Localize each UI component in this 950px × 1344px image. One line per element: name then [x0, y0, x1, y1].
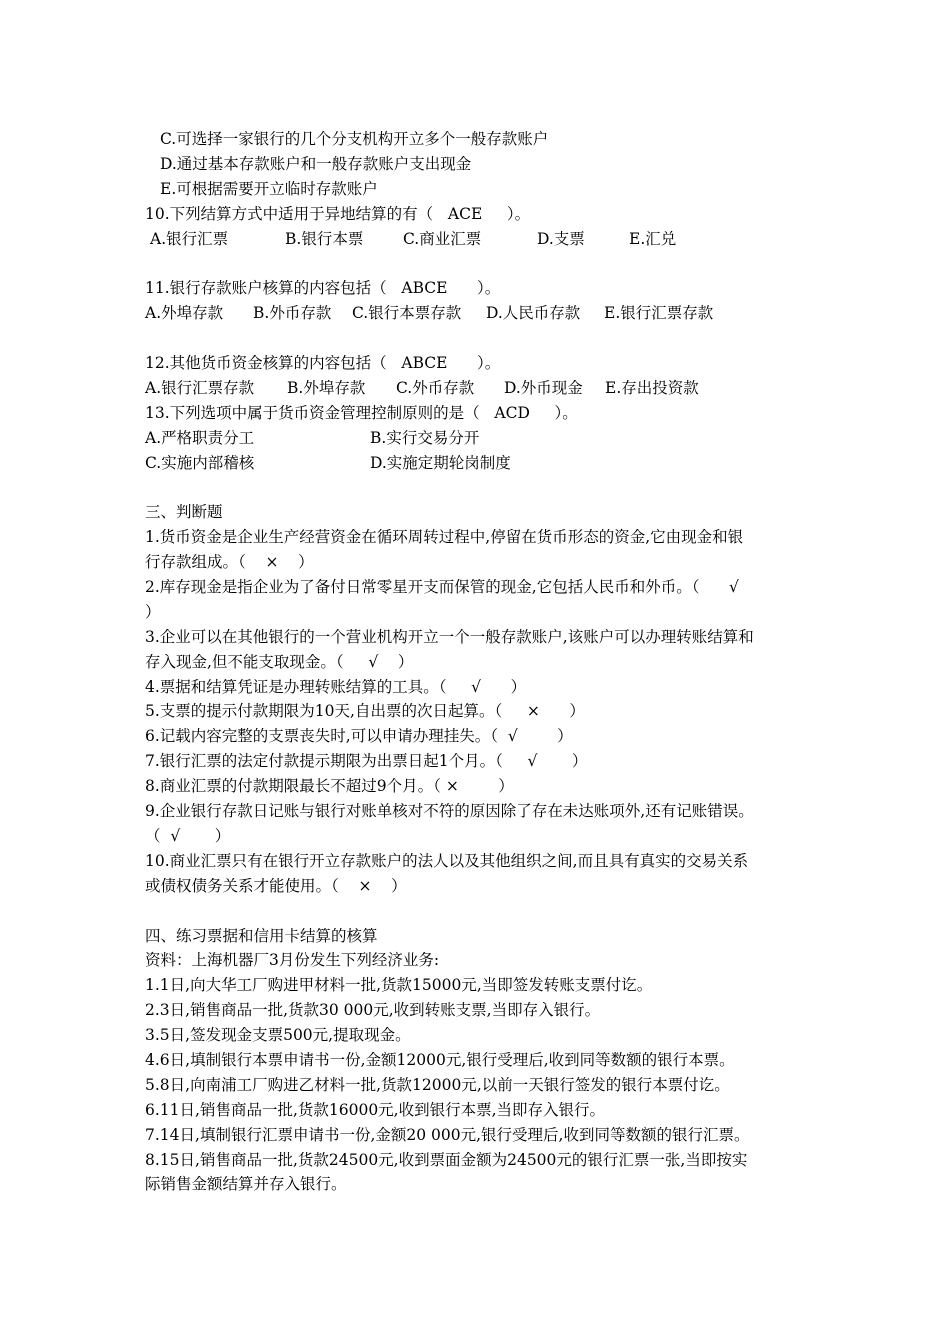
judgment-line: 行存款组成。（ × ） — [145, 553, 314, 572]
transaction-line: 3.5日,签发现金支票500元,提取现金。 — [145, 1026, 411, 1045]
q11-option-a: A.外埠存款 — [145, 304, 224, 323]
q13-question: 13.下列选项中属于货币资金管理控制原则的是（ ACD ）。 — [145, 403, 578, 422]
judgment-line: 或债权债务关系才能使用。（ × ） — [145, 876, 407, 895]
q11-options — [145, 301, 815, 326]
q11-option-e: E.银行汇票存款 — [604, 304, 714, 323]
q12-option-c: C.外币存款 — [396, 378, 475, 397]
q13-option-c: C.实施内部稽核 — [145, 453, 255, 472]
q13-option-a: A.严格职责分工 — [145, 428, 255, 447]
q9-option-e: E.可根据需要开立临时存款账户 — [160, 179, 378, 198]
q10-option-a: A.银行汇票 — [150, 229, 229, 248]
q11-option-b: B.外币存款 — [253, 304, 332, 323]
judgment-line: 8.商业汇票的付款期限最长不超过9个月。（ × ） — [145, 777, 514, 796]
q13-options-row1 — [145, 426, 815, 451]
transaction-line: 7.14日,填制银行汇票申请书一份,金额20 000元,银行受理后,收到同等数额的银行汇票。 — [145, 1125, 750, 1144]
transaction-line: 际销售金额结算并存入银行。 — [145, 1175, 347, 1194]
q9-option-c: C.可选择一家银行的几个分支机构开立多个一般存款账户 — [160, 130, 549, 148]
q10-question: 10.下列结算方式中适用于异地结算的有（ ACE ）。 — [145, 204, 531, 223]
transaction-line: 1.1日,向大华工厂购进甲材料一批,货款15000元,当即签发转账支票付讫。 — [145, 976, 653, 995]
transaction-line: 5.8日,向南浦工厂购进乙材料一批,货款12000元,以前一天银行签发的银行本票付讫。 — [145, 1075, 730, 1094]
q10-option-d: D.支票 — [537, 229, 585, 248]
judgment-line: 存入现金,但不能支取现金。（ √ ） — [145, 652, 414, 671]
q12-options — [145, 376, 815, 401]
judgment-line: 6.记载内容完整的支票丧失时,可以申请办理挂失。（ √ ） — [145, 727, 573, 746]
transaction-line: 4.6日,填制银行本票申请书一份,金额12000元,银行受理后,收到同等数额的银行本票。 — [145, 1050, 735, 1069]
section3-title: 三、判断题 — [145, 503, 223, 522]
transaction-line: 8.15日,销售商品一批,货款24500元,收到票面金额为24500元的银行汇票一张,当即按实 — [145, 1150, 748, 1169]
transaction-line: 6.11日,销售商品一批,货款16000元,收到银行本票,当即存入银行。 — [145, 1100, 606, 1119]
judgment-line: （ √ ） — [145, 826, 231, 845]
judgment-line: 3.企业可以在其他银行的一个营业机构开立一个一般存款账户,该账户可以办理转账结算和 — [145, 627, 754, 646]
q11-option-d: D.人民币存款 — [486, 304, 581, 323]
q13-options-row2 — [145, 451, 815, 476]
q10-option-b: B.银行本票 — [285, 229, 364, 248]
q12-option-a: A.银行汇票存款 — [145, 378, 255, 397]
q10-option-e: E.汇兑 — [629, 229, 677, 248]
transaction-line: 2.3日,销售商品一批,货款30 000元,收到转账支票,当即存入银行。 — [145, 1001, 601, 1020]
q12-question: 12.其他货币资金核算的内容包括（ ABCE ）。 — [145, 354, 501, 373]
judgment-line: ） — [145, 602, 161, 621]
judgment-line: 2.库存现金是指企业为了备付日常零星开支而保管的现金,它包括人民币和外币。（ √ — [145, 578, 739, 597]
q12-option-e: E.存出投资款 — [605, 378, 699, 397]
q11-question: 11.银行存款账户核算的内容包括（ ABCE ）。 — [145, 279, 501, 298]
q12-option-d: D.外币现金 — [504, 378, 583, 397]
q12-option-b: B.外埠存款 — [287, 378, 366, 397]
document-page — [145, 127, 815, 1197]
q10-options — [145, 227, 815, 252]
q9-option-d: D.通过基本存款账户和一般存款账户支出现金 — [160, 154, 472, 173]
judgment-line: 7.银行汇票的法定付款提示期限为出票日起1个月。（ √ ） — [145, 752, 588, 771]
judgment-line: 4.票据和结算凭证是办理转账结算的工具。（ √ ） — [145, 677, 527, 696]
q13-option-d: D.实施定期轮岗制度 — [370, 453, 511, 472]
section4-title: 四、练习票据和信用卡结算的核算 — [145, 926, 378, 945]
judgment-line: 5.支票的提示付款期限为10天,自出票的次日起算。（ × ） — [145, 702, 585, 721]
q13-option-b: B.实行交易分开 — [370, 428, 480, 447]
judgment-line: 10.商业汇票只有在银行开立存款账户的法人以及其他组织之间,而且具有真实的交易关系 — [145, 851, 749, 870]
section4-intro: 资料：上海机器厂3月份发生下列经济业务: — [145, 951, 440, 970]
judgment-line: 9.企业银行存款日记账与银行对账单核对不符的原因除了存在未达账项外,还有记账错误。 — [145, 802, 754, 821]
judgment-line: 1.货币资金是企业生产经营资金在循环周转过程中,停留在货币形态的资金,它由现金和银 — [145, 528, 744, 547]
q11-option-c: C.银行本票存款 — [352, 304, 462, 323]
q10-option-c: C.商业汇票 — [403, 229, 482, 248]
